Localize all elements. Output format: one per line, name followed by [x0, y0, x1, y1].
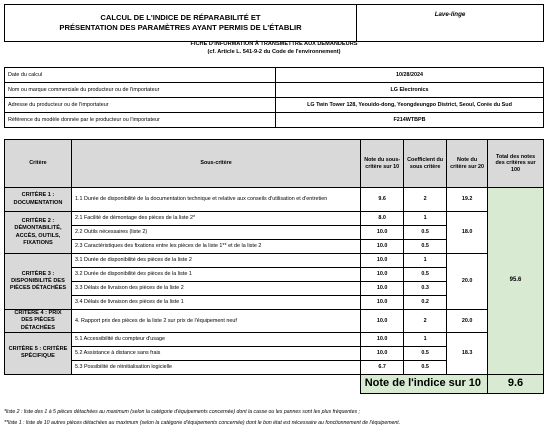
- sub-criterion-label: 3.4 Délais de livraison des pièces de la liste 1: [71, 296, 360, 310]
- sub-criterion-note: 10.0: [361, 226, 404, 240]
- sub-criterion-coef: 0.5: [404, 346, 447, 360]
- criterion-note: 20.0: [447, 310, 488, 333]
- sub-criterion-label: 2.3 Caractéristiques des fixations entre les pièces de la liste 1** et de la liste 2: [71, 240, 360, 254]
- sub-criterion-note: 8.0: [361, 212, 404, 226]
- fiche-line-2: (cf. Article L. 541-9-2 du Code de l'environnement): [207, 49, 341, 56]
- fiche-heading: [4, 40, 544, 56]
- sub-criterion-label: 5.3 Possibilité de réinitialisation logicielle: [71, 360, 360, 374]
- sub-criterion-note: 10.0: [361, 282, 404, 296]
- info-label: Adresse du producteur ou de l'importateur: [5, 98, 276, 113]
- sub-criterion-coef: 1: [404, 212, 447, 226]
- sub-criterion-note: 10.0: [361, 296, 404, 310]
- info-value: 10/28/2024: [276, 68, 544, 83]
- header-sous-critere: Sous-critère: [71, 140, 360, 188]
- sub-criterion-note: 10.0: [361, 310, 404, 333]
- document-title: [5, 5, 357, 42]
- sub-criterion-label: 3.1 Durée de disponibilité des pièces de la liste 2: [71, 254, 360, 268]
- info-value: LG Twin Tower 128, Yeouido-dong, Yeongdeungpo District, Seoul, Corée du Sud: [276, 98, 544, 113]
- info-row-address: [5, 98, 544, 113]
- product-type: Lave-linge: [357, 5, 544, 42]
- final-score-label: Note de l'indice sur 10: [361, 374, 488, 393]
- score-table: [4, 139, 544, 394]
- criterion-note: 18.3: [447, 332, 488, 374]
- sub-criterion-note: 10.0: [361, 346, 404, 360]
- sub-criterion-coef: 0.5: [404, 226, 447, 240]
- sub-criterion-coef: 1: [404, 254, 447, 268]
- sub-criterion-coef: 0.5: [404, 268, 447, 282]
- criterion-name: CRITÈRE 2 : DÉMONTABILITÉ, ACCÈS, OUTILS, FIXATIONS: [5, 212, 72, 254]
- blank-cell: [5, 374, 361, 393]
- sub-criterion-note: 10.0: [361, 268, 404, 282]
- header-critere: Critère: [5, 140, 72, 188]
- criterion-note: 19.2: [447, 188, 488, 212]
- info-row-date: [5, 68, 544, 83]
- document-header: [4, 4, 544, 42]
- fiche-line-1: FICHE D'INFORMATION À TRANSMETTRE AUX DEMANDEURS: [190, 41, 358, 47]
- table-row: [5, 254, 544, 268]
- sub-criterion-note: 6.7: [361, 360, 404, 374]
- title-line-2: PRÉSENTATION DES PARAMÈTRES AYANT PERMIS DE L'ÉTABLIR: [59, 23, 302, 32]
- sub-criterion-label: 2.1 Facilité de démontage des pièces de la liste 2*: [71, 212, 360, 226]
- sub-criterion-label: 4. Rapport prix des pièces de la liste 2 sur prix de l'équipement neuf: [71, 310, 360, 333]
- final-score-value: 9.6: [488, 374, 544, 393]
- criterion-name: CRITÈRE 1 : DOCUMENTATION: [5, 188, 72, 212]
- info-table: [4, 67, 544, 128]
- table-row: [5, 332, 544, 346]
- info-label: Nom ou marque commerciale du producteur ou de l'importateur: [5, 83, 276, 98]
- sub-criterion-coef: 0.5: [404, 240, 447, 254]
- info-value: LG Electronics: [276, 83, 544, 98]
- sub-criterion-label: 5.1 Accessibilité du compteur d'usage: [71, 332, 360, 346]
- criterion-note: 18.0: [447, 212, 488, 254]
- info-label: Date du calcul: [5, 68, 276, 83]
- header-note-sous-critere: Note du sous-critère sur 10: [361, 140, 404, 188]
- info-value: F214WTBPB: [276, 113, 544, 128]
- sub-criterion-coef: 0.5: [404, 360, 447, 374]
- sub-criterion-coef: 0.2: [404, 296, 447, 310]
- header-total: Total des notes des critères sur 100: [488, 140, 544, 188]
- header-note-critere: Note du critère sur 20: [447, 140, 488, 188]
- final-score-row: [5, 374, 544, 393]
- sub-criterion-coef: 1: [404, 332, 447, 346]
- sub-criterion-label: 1.1 Durée de disponibilité de la documentation technique et relative aux conseils d'utilisation et d'entretien: [71, 188, 360, 212]
- footnote-list-2: *liste 2 : liste des 1 à 5 pièces détachées au maximum (selon la catégorie d'équipements concernée) dont la casse ou les pannes sont les plus fréquentes ;: [4, 409, 360, 415]
- info-row-reference: [5, 113, 544, 128]
- info-row-brand: [5, 83, 544, 98]
- table-row: [5, 310, 544, 333]
- sub-criterion-coef: 2: [404, 188, 447, 212]
- sub-criterion-note: 9.6: [361, 188, 404, 212]
- header-coefficient: Coefficient du sous critère: [404, 140, 447, 188]
- criterion-name: CRITÈRE 3 : DISPONIBILITÉ DES PIÈCES DÉTACHÉES: [5, 254, 72, 310]
- footnote-list-1: **liste 1 : liste de 10 autres pièces détachées au maximum (selon la catégorie d'équipements concernée) dont le bon état est nécessaire au fonctionnement de l'équipement.: [4, 420, 401, 426]
- info-label: Référence du modèle donnée par le producteur ou l'importateur: [5, 113, 276, 128]
- sub-criterion-label: 5.2 Assistance à distance sans frais: [71, 346, 360, 360]
- sub-criterion-note: 10.0: [361, 254, 404, 268]
- sub-criterion-label: 3.3 Délais de livraison des pièces de la liste 2: [71, 282, 360, 296]
- sub-criterion-label: 2.2 Outils nécessaires (liste 2): [71, 226, 360, 240]
- sub-criterion-note: 10.0: [361, 240, 404, 254]
- score-table-header: [5, 140, 544, 188]
- table-row: [5, 188, 544, 212]
- sub-criterion-coef: 0.3: [404, 282, 447, 296]
- criterion-note: 20.0: [447, 254, 488, 310]
- sub-criterion-note: 10.0: [361, 332, 404, 346]
- sub-criterion-coef: 2: [404, 310, 447, 333]
- title-line-1: CALCUL DE L'INDICE DE RÉPARABILITÉ ET: [100, 12, 261, 22]
- table-row: [5, 212, 544, 226]
- total-score: 95.6: [488, 188, 544, 375]
- criterion-name: CRITÈRE 5 : CRITÈRE SPÉCIFIQUE: [5, 332, 72, 374]
- sub-criterion-label: 3.2 Durée de disponibilité des pièces de la liste 1: [71, 268, 360, 282]
- criterion-name: CRITÈRE 4 : PRIX DES PIÈCES DÉTACHÉES: [5, 310, 72, 333]
